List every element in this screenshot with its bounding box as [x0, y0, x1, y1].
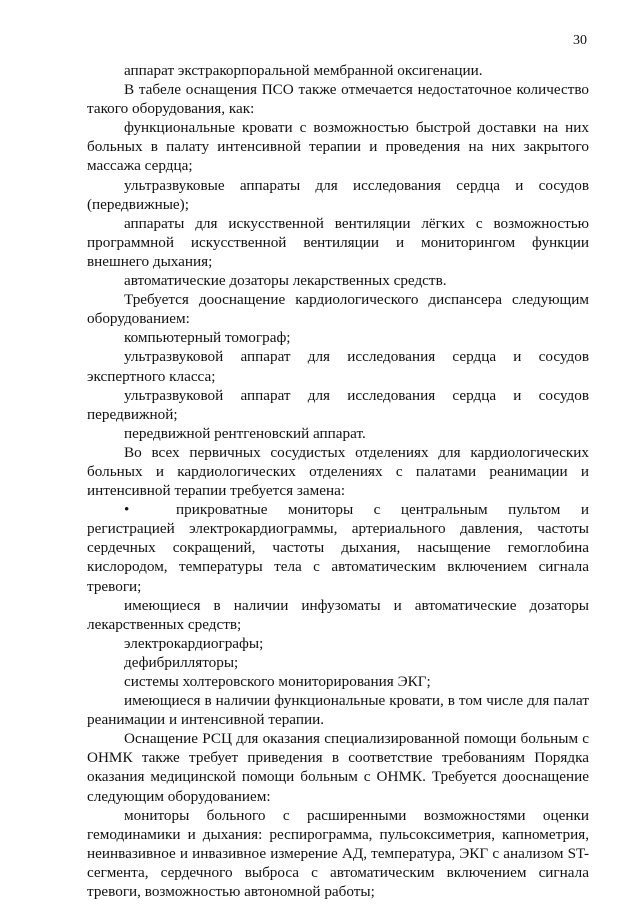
paragraph: имеющиеся в наличии функциональные кровати, в том числе для палат реанимации и интенсивной терапии.	[87, 692, 589, 729]
paragraph: ультразвуковой аппарат для исследования сердца и сосудов экспертного класса;	[87, 348, 589, 385]
document-body	[87, 61, 589, 901]
paragraph: Требуется дооснащение кардиологического диспансера следующим оборудованием:	[87, 291, 589, 328]
page-number: 30	[573, 33, 587, 48]
paragraph: электрокардиографы;	[124, 634, 264, 652]
paragraph: аппарат экстракорпоральной мембранной оксигенации.	[124, 62, 483, 79]
paragraph: дефибрилляторы;	[124, 653, 239, 671]
paragraph: автоматические дозаторы лекарственных средств.	[124, 272, 447, 290]
paragraph: ультразвуковые аппараты для исследования сердца и сосудов (передвижные);	[87, 176, 589, 213]
paragraph: ультразвуковой аппарат для исследования сердца и сосудов передвижной;	[87, 386, 589, 423]
paragraph: Оснащение РСЦ для оказания специализированной помощи больным с ОНМК также требует приведения в соответствие требованиям Порядка оказания медицинской помощи больным с ОНМК. Требуется дооснащение следующим оборудованием:	[87, 730, 589, 805]
paragraph: передвижной рентгеновский аппарат.	[124, 424, 366, 442]
bullet-text: прикроватные мониторы с центральным пультом и регистрацией электрокардиограммы, артериального давления, частоты сердечных сокращений, частоты дыхания, насыщение гемоглобина кислородом, температуры тела с автоматическим включением сигнала тревоги;	[87, 501, 589, 595]
paragraph: мониторы больного с расширенными возможностями оценки гемодинамики и дыхания: респирограмма, пульсоксиметрия, капнометрия, неинвазивное и инвазивное измерение АД, температура, ЭКГ с анализом ST-сегмента, сердечного выброса с автоматическим включением сигнала тревоги, возможностью автономной работы;	[87, 806, 589, 901]
paragraph: аппараты для искусственной вентиляции лёгких с возможностью программной искусственной вентиляции и мониторингом функции внешнего дыхания;	[87, 214, 589, 270]
paragraph: системы холтеровского мониторирования ЭКГ;	[124, 673, 431, 690]
bullet-icon: •	[124, 501, 130, 519]
paragraph: В табеле оснащения ПСО также отмечается недостаточное количество такого оборудования, как:	[87, 81, 589, 118]
paragraph: Во всех первичных сосудистых отделениях для кардиологических больных и кардиологических отделениях с палатами реанимации и интенсивной терапии требуется замена:	[87, 443, 589, 500]
paragraph: функциональные кровати с возможностью быстрой доставки на них больных в палату интенсивной терапии и проведения на них закрытого массажа сердца;	[87, 119, 589, 175]
bullet-item	[87, 500, 589, 595]
paragraph: имеющиеся в наличии инфузоматы и автоматические дозаторы лекарственных средств;	[87, 596, 589, 633]
paragraph: компьютерный томограф;	[124, 329, 291, 347]
